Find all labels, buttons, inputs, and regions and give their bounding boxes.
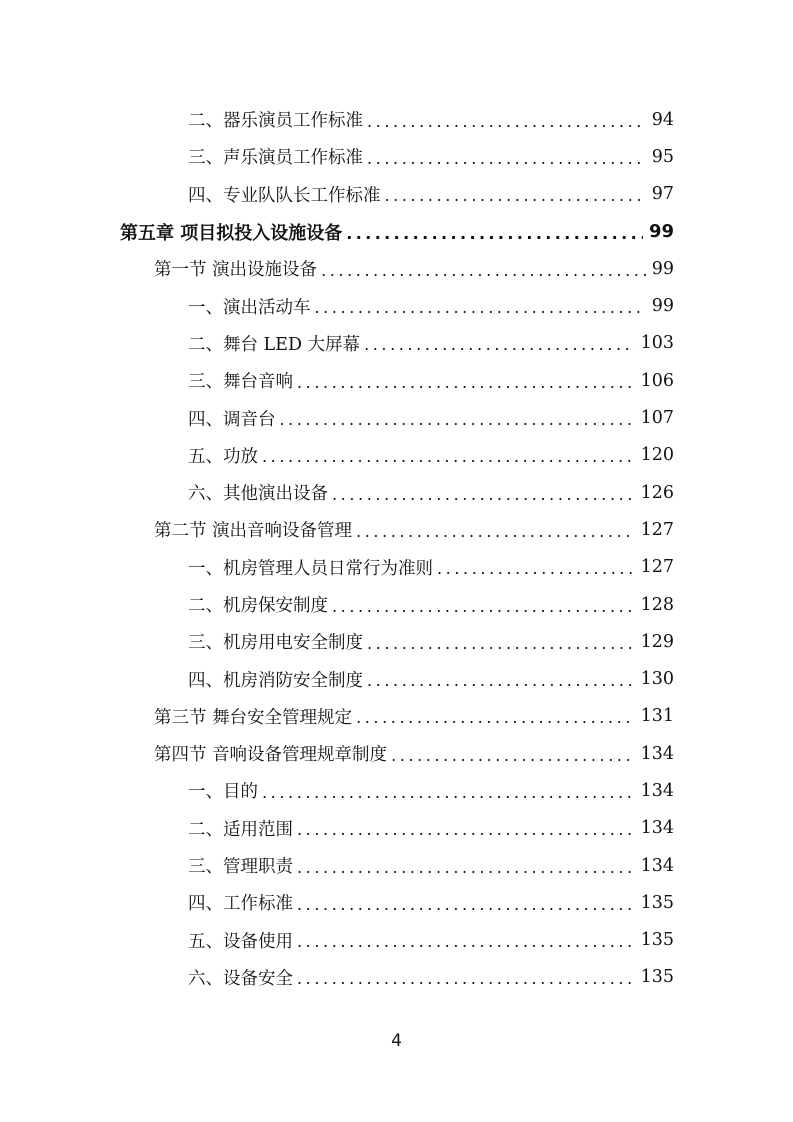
toc-dot-leader (367, 673, 635, 689)
toc-entry-page: 99 (648, 221, 674, 243)
toc-dot-leader (297, 860, 635, 876)
toc-entry-title: 六、设备安全 (188, 968, 293, 989)
toc-entry-title: 三、声乐演员工作标准 (188, 148, 363, 169)
toc-entry-item[interactable] (0, 660, 793, 697)
toc-entry-title: 一、机房管理人员日常行为准则 (188, 558, 433, 579)
toc-entry-page: 99 (651, 296, 674, 317)
toc-entry-item[interactable] (0, 586, 793, 623)
toc-entry-item[interactable] (0, 810, 793, 847)
toc-entry-page: 99 (651, 258, 674, 279)
toc-entry-title: 第一节 演出设施设备 (154, 260, 318, 281)
toc-entry-page: 127 (640, 519, 674, 540)
toc-entry-title: 二、器乐演员工作标准 (188, 111, 363, 132)
toc-entry-title: 二、舞台 LED 大屏幕 (188, 334, 361, 355)
toc-dot-leader (437, 561, 635, 577)
toc-entry-item[interactable] (0, 922, 793, 959)
toc-entry-item[interactable] (0, 959, 793, 996)
toc-dot-leader (297, 934, 635, 950)
toc-entry-item[interactable] (0, 362, 793, 399)
toc-entry-title: 五、功放 (188, 446, 258, 467)
toc-entry-title: 第五章 项目拟投入设施设备 (120, 222, 343, 244)
toc-entry-item[interactable] (0, 623, 793, 660)
toc-entry-title: 五、设备使用 (188, 931, 293, 952)
toc-entry-title: 第三节 舞台安全管理规定 (154, 707, 353, 728)
toc-dot-leader (367, 636, 635, 652)
toc-dot-leader (364, 337, 635, 353)
toc-dot-leader (280, 412, 635, 428)
toc-entry-item[interactable] (0, 884, 793, 921)
toc-dot-leader (315, 300, 646, 316)
toc-dot-leader (346, 226, 643, 242)
toc-entry-page: 135 (640, 892, 674, 913)
toc-entry-title: 二、机房保安制度 (188, 596, 328, 616)
toc-entry-page: 134 (640, 855, 674, 876)
toc-entry-page: 135 (640, 930, 674, 951)
toc-entry-title: 四、机房消防安全制度 (188, 670, 363, 691)
toc-entry-item[interactable] (0, 847, 793, 884)
toc-entry-item[interactable] (0, 101, 793, 138)
toc-entry-title: 一、目的 (188, 782, 258, 803)
toc-entry-title: 六、其他演出设备 (188, 484, 328, 505)
toc-entry-item[interactable] (0, 549, 793, 586)
toc-entry-page: 94 (651, 109, 674, 130)
toc-dot-leader (297, 971, 635, 987)
toc-entry-page: 95 (651, 146, 674, 167)
toc-dot-leader (385, 188, 646, 204)
toc-dot-leader (332, 599, 635, 615)
toc-entry-item[interactable] (0, 437, 793, 474)
toc-entry-page: 128 (640, 594, 674, 615)
toc-entry-item[interactable] (0, 325, 793, 362)
toc-entry-title: 一、演出活动车 (188, 297, 311, 318)
toc-entry-page: 126 (640, 482, 674, 503)
toc-entry-page: 134 (640, 743, 674, 764)
toc-entry-page: 129 (640, 631, 674, 652)
toc-entry-item[interactable] (0, 176, 793, 213)
toc-entry-page: 103 (640, 333, 674, 354)
toc-dot-leader (356, 524, 635, 540)
toc-entry-title: 二、适用范围 (188, 819, 293, 840)
toc-dot-leader (262, 449, 635, 465)
toc-dot-leader (297, 897, 635, 913)
toc-entry-page: 107 (640, 408, 674, 429)
toc-entry-title: 第四节 音响设备管理规章制度 (154, 745, 388, 766)
toc-entry-page: 130 (640, 669, 674, 690)
toc-entry-title: 三、舞台音响 (188, 372, 293, 393)
table-of-contents (0, 101, 793, 996)
toc-entry-title: 三、机房用电安全制度 (188, 633, 363, 654)
toc-dot-leader (356, 710, 635, 726)
toc-dot-leader (262, 785, 635, 801)
toc-dot-leader (391, 748, 635, 764)
toc-entry-title: 三、管理职责 (188, 857, 293, 878)
toc-dot-leader (297, 375, 635, 391)
toc-entry-page: 127 (640, 557, 674, 578)
toc-entry-title: 第二节 演出音响设备管理 (154, 521, 353, 542)
toc-dot-leader (367, 114, 646, 130)
toc-entry-page: 106 (640, 370, 674, 391)
toc-entry-page: 134 (640, 780, 674, 801)
toc-entry-item[interactable] (0, 772, 793, 809)
page-number: 4 (391, 1031, 402, 1051)
toc-entry-item[interactable] (0, 474, 793, 511)
toc-dot-leader (321, 263, 646, 279)
toc-entry-page: 134 (640, 818, 674, 839)
toc-entry-item[interactable] (0, 138, 793, 175)
toc-entry-section[interactable] (0, 250, 793, 287)
toc-entry-item[interactable] (0, 287, 793, 324)
toc-entry-page: 97 (651, 184, 674, 205)
toc-entry-section[interactable] (0, 511, 793, 548)
toc-entry-item[interactable] (0, 399, 793, 436)
toc-entry-page: 131 (640, 706, 674, 727)
toc-entry-title: 四、专业队队长工作标准 (188, 185, 381, 206)
toc-entry-section[interactable] (0, 698, 793, 735)
toc-dot-leader (332, 487, 635, 503)
toc-entry-section[interactable] (0, 735, 793, 772)
toc-entry-page: 120 (640, 445, 674, 466)
toc-dot-leader (367, 151, 646, 167)
toc-dot-leader (297, 822, 635, 838)
toc-entry-chapter[interactable] (0, 213, 793, 250)
toc-entry-title: 四、调音台 (188, 409, 276, 430)
toc-entry-title: 四、工作标准 (188, 894, 293, 915)
toc-entry-page: 135 (640, 967, 674, 988)
